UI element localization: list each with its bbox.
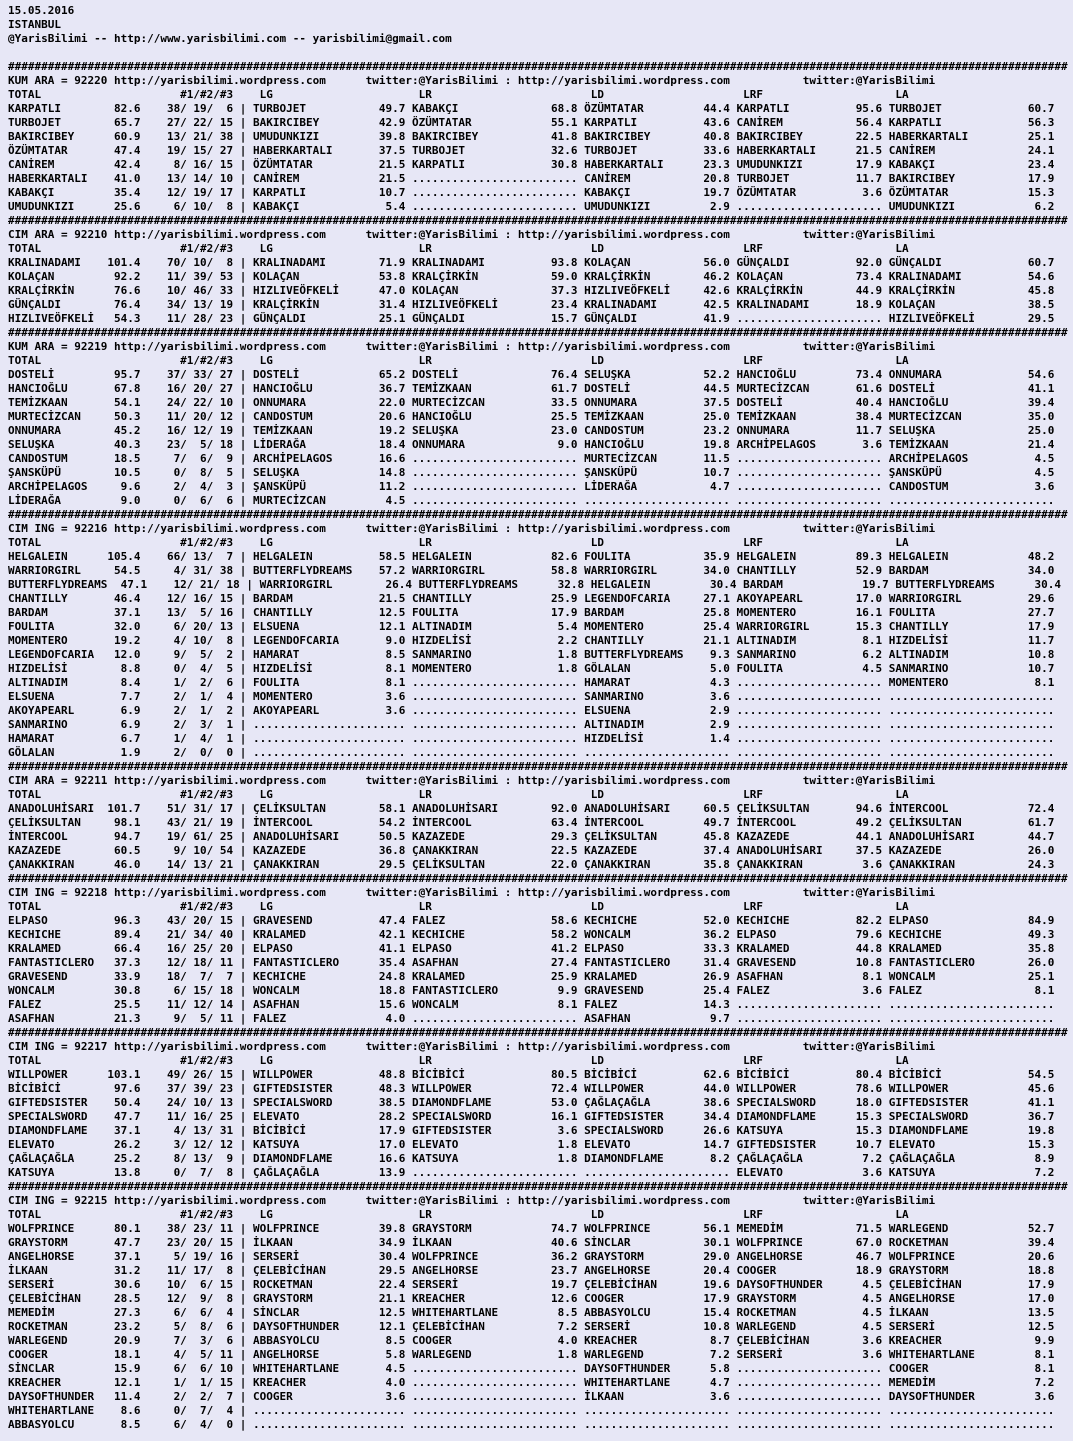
- race-stat-row: UMUDUNKIZI 25.6 6/ 10/ 8 | KABAKÇI 5.4 ......................... UMUDUNKIZI 2.9 ...................... UMUDUNKIZI 6.2: [8, 200, 1055, 213]
- race-stat-row: MOMENTERO 19.2 4/ 10/ 8 | LEGENDOFCARIA 9.0 HIZDELİSİ 2.2 CHANTILLY 21.1 ALTINADIM 8.1 HIZDELİSİ 11.7: [8, 634, 1055, 647]
- race-stat-row: İNTERCOOL 94.7 19/ 61/ 25 | ANADOLUHİSARI 50.5 KAZAZEDE 29.3 ÇELİKSULTAN 45.8 KAZAZEDE 44.1 ANADOLUHİSARI 44.7: [8, 830, 1055, 843]
- race-stat-row: ARCHİPELAGOS 9.6 2/ 4/ 3 | ŞANSKÜPÜ 11.2 ......................... LİDERAĞA 4.7 ...................... CANDOSTUM 3.6: [8, 480, 1055, 493]
- race-stat-row: ŞANSKÜPÜ 10.5 0/ 8/ 5 | SELUŞKA 14.8 ......................... ŞANSKÜPÜ 10.7 ...................... ŞANSKÜPÜ 4.5: [8, 466, 1055, 479]
- race-stat-row: WONCALM 30.8 6/ 15/ 18 | WONCALM 18.8 FANTASTICLERO 9.9 GRAVESEND 25.4 FALEZ 3.6 FALEZ 8.1: [8, 984, 1055, 997]
- table-column-header: TOTAL #1/#2/#3 LG LR LD LRF LA: [8, 788, 909, 801]
- race-stat-row: ÇANAKKIRAN 46.0 14/ 13/ 21 | ÇANAKKIRAN 29.5 ÇELİKSULTAN 22.0 ÇANAKKIRAN 35.8 ÇANAKKIRAN 3.6 ÇANAKKIRAN 24.3: [8, 858, 1055, 871]
- race-stat-row: CANDOSTUM 18.5 7/ 6/ 9 | ARCHİPELAGOS 16.6 ......................... MURTECİZCAN 11.5 ...................... ARCHİPELAGOS 4.5: [8, 452, 1055, 465]
- table-column-header: TOTAL #1/#2/#3 LG LR LD LRF LA: [8, 1208, 909, 1221]
- section-title: CIM ARA = 92211 http://yarisbilimi.wordpress.com twitter:@YarisBilimi : http://yarisbilimi.wordpress.com twitter:@YarisBilimi: [8, 774, 936, 787]
- race-stat-row: WILLPOWER 103.1 49/ 26/ 15 | WILLPOWER 48.8 BİCİBİCİ 80.5 BİCİBİCİ 62.6 BİCİBİCİ 80.4 BİCİBİCİ 54.5: [8, 1068, 1055, 1081]
- table-column-header: TOTAL #1/#2/#3 LG LR LD LRF LA: [8, 242, 909, 255]
- section-title: KUM ARA = 92220 http://yarisbilimi.wordpress.com twitter:@YarisBilimi : http://yarisbilimi.wordpress.com twitter:@YarisBilimi: [8, 74, 936, 87]
- race-stat-row: KREACHER 12.1 1/ 1/ 15 | KREACHER 4.0 ......................... WHITEHARTLANE 4.7 ...................... MEMEDİM 7.2: [8, 1376, 1055, 1389]
- race-stat-row: HIZDELİSİ 8.8 0/ 4/ 5 | HIZDELİSİ 8.1 MOMENTERO 1.8 GÖLALAN 5.0 FOULITA 4.5 SANMARINO 10.7: [8, 662, 1055, 675]
- race-stat-row: KRALINADAMI 101.4 70/ 10/ 8 | KRALINADAMI 71.9 KRALINADAMI 93.8 KOLAÇAN 56.0 GÜNÇALDI 92.0 GÜNÇALDI 60.7: [8, 256, 1055, 269]
- race-stat-row: BUTTERFLYDREAMS 47.1 12/ 21/ 18 | WARRIORGIRL 26.4 BUTTERFLYDREAMS 32.8 HELGALEIN 30.4 BARDAM 19.7 BUTTERFLYDREAMS 30.4: [8, 578, 1061, 591]
- race-stat-row: ELEVATO 26.2 3/ 12/ 12 | KATSUYA 17.0 ELEVATO 1.8 ELEVATO 14.7 GIFTEDSISTER 10.7 ELEVATO 15.3: [8, 1138, 1055, 1151]
- report-date-line: 15.05.2016: [8, 4, 75, 17]
- race-stat-row: LİDERAĞA 9.0 0/ 6/ 6 | MURTECİZCAN 4.5 ......................... ...................... ...................... .........................: [8, 494, 1055, 507]
- section-title: KUM ARA = 92219 http://yarisbilimi.wordpress.com twitter:@YarisBilimi : http://yarisbilimi.wordpress.com twitter:@YarisBilimi: [8, 340, 936, 353]
- race-stat-row: SERSERİ 30.6 10/ 6/ 15 | ROCKETMAN 22.4 SERSERİ 19.7 ÇELEBİCİHAN 19.6 DAYSOFTHUNDER 4.5 ÇELEBİCİHAN 17.9: [8, 1278, 1055, 1291]
- race-stat-row: ÖZÜMTATAR 47.4 19/ 15/ 27 | HABERKARTALI 37.5 TURBOJET 32.6 TURBOJET 33.6 HABERKARTALI 21.5 CANİREM 24.1: [8, 144, 1055, 157]
- race-stat-row: SPECIALSWORD 47.7 11/ 16/ 25 | ELEVATO 28.2 SPECIALSWORD 16.1 GIFTEDSISTER 34.4 DIAMONDFLAME 15.3 SPECIALSWORD 36.7: [8, 1110, 1055, 1123]
- race-stat-row: ANGELHORSE 37.1 5/ 19/ 16 | SERSERİ 30.4 WOLFPRINCE 36.2 GRAYSTORM 29.0 ANGELHORSE 46.7 WOLFPRINCE 20.6: [8, 1250, 1055, 1263]
- race-stat-row: ANADOLUHİSARI 101.7 51/ 31/ 17 | ÇELİKSULTAN 58.1 ANADOLUHİSARI 92.0 ANADOLUHİSARI 60.5 ÇELİKSULTAN 94.6 İNTERCOOL 72.4: [8, 802, 1055, 815]
- section-separator: ################################################################################################################################################################: [8, 214, 1068, 227]
- race-stat-row: BARDAM 37.1 13/ 5/ 16 | CHANTILLY 12.5 FOULITA 17.9 BARDAM 25.8 MOMENTERO 16.1 FOULITA 27.7: [8, 606, 1055, 619]
- race-stat-row: FALEZ 25.5 11/ 12/ 14 | ASAFHAN 15.6 WONCALM 8.1 FALEZ 14.3 ...................... .........................: [8, 998, 1055, 1011]
- section-separator: ################################################################################################################################################################: [8, 1180, 1068, 1193]
- race-stat-row: LEGENDOFCARIA 12.0 9/ 5/ 2 | HAMARAT 8.5 SANMARINO 1.8 BUTTERFLYDREAMS 9.3 SANMARINO 6.2 ALTINADIM 10.8: [8, 648, 1055, 661]
- section-title: CIM ING = 92218 http://yarisbilimi.wordpress.com twitter:@YarisBilimi : http://yarisbilimi.wordpress.com twitter:@YarisBilimi: [8, 886, 936, 899]
- race-stat-row: GÜNÇALDI 76.4 34/ 13/ 19 | KRALÇİRKİN 31.4 HIZLIVEÖFKELİ 23.4 KRALINADAMI 42.5 KRALINADAMI 18.9 KOLAÇAN 38.5: [8, 298, 1055, 311]
- section-title: CIM ING = 92215 http://yarisbilimi.wordpress.com twitter:@YarisBilimi : http://yarisbilimi.wordpress.com twitter:@YarisBilimi: [8, 1194, 936, 1207]
- section-separator: ################################################################################################################################################################: [8, 1026, 1068, 1039]
- table-column-header: TOTAL #1/#2/#3 LG LR LD LRF LA: [8, 88, 909, 101]
- race-stat-row: ONNUMARA 45.2 16/ 12/ 19 | TEMİZKAAN 19.2 SELUŞKA 23.0 CANDOSTUM 23.2 ONNUMARA 11.7 SELUŞKA 25.0: [8, 424, 1055, 437]
- race-stat-row: WHITEHARTLANE 8.6 0/ 7/ 4 | ....................... ......................... ...................... ...................... .........................: [8, 1404, 1055, 1417]
- race-stat-row: ELSUENA 7.7 2/ 1/ 4 | MOMENTERO 3.6 ......................... SANMARINO 3.6 ...................... .........................: [8, 690, 1055, 703]
- race-stat-row: CHANTILLY 46.4 12/ 16/ 15 | BARDAM 21.5 CHANTILLY 25.9 LEGENDOFCARIA 27.1 AKOYAPEARL 17.0 WARRIORGIRL 29.6: [8, 592, 1055, 605]
- race-stat-row: BAKIRCIBEY 60.9 13/ 21/ 38 | UMUDUNKIZI 39.8 BAKIRCIBEY 41.8 BAKIRCIBEY 40.8 BAKIRCIBEY 22.5 HABERKARTALI 25.1: [8, 130, 1055, 143]
- race-stat-row: ÇAĞLAÇAĞLA 25.2 8/ 13/ 9 | DIAMONDFLAME 16.6 KATSUYA 1.8 DIAMONDFLAME 8.2 ÇAĞLAÇAĞLA 7.2 ÇAĞLAÇAĞLA 8.9: [8, 1152, 1055, 1165]
- race-stat-row: KAZAZEDE 60.5 9/ 10/ 54 | KAZAZEDE 36.8 ÇANAKKIRAN 22.5 KAZAZEDE 37.4 ANADOLUHİSARI 37.5 KAZAZEDE 26.0: [8, 844, 1055, 857]
- race-stat-row: KATSUYA 13.8 0/ 7/ 8 | ÇAĞLAÇAĞLA 13.9 ......................... ...................... ELEVATO 3.6 KATSUYA 7.2: [8, 1166, 1055, 1179]
- race-stat-row: SİNCLAR 15.9 6/ 6/ 10 | WHITEHARTLANE 4.5 ......................... DAYSOFTHUNDER 5.8 ...................... COOGER 8.1: [8, 1362, 1055, 1375]
- section-separator: ################################################################################################################################################################: [8, 326, 1068, 339]
- race-stat-row: ABBASYOLCU 8.5 6/ 4/ 0 | ....................... ......................... ...................... ...................... .........................: [8, 1418, 1055, 1431]
- section-separator: ################################################################################################################################################################: [8, 760, 1068, 773]
- race-stat-row: HIZLIVEÖFKELİ 54.3 11/ 28/ 23 | GÜNÇALDI 25.1 GÜNÇALDI 15.7 GÜNÇALDI 41.9 ...................... HIZLIVEÖFKELİ 29.5: [8, 312, 1055, 325]
- race-stat-row: WOLFPRINCE 80.1 38/ 23/ 11 | WOLFPRINCE 39.8 GRAYSTORM 74.7 WOLFPRINCE 56.1 MEMEDİM 71.5 WARLEGEND 52.7: [8, 1222, 1055, 1235]
- race-stat-row: ASAFHAN 21.3 9/ 5/ 11 | FALEZ 4.0 ......................... ASAFHAN 9.7 ...................... .........................: [8, 1012, 1055, 1025]
- section-title: CIM ING = 92217 http://yarisbilimi.wordpress.com twitter:@YarisBilimi : http://yarisbilimi.wordpress.com twitter:@YarisBilimi: [8, 1040, 936, 1053]
- race-stat-row: KARPATLI 82.6 38/ 19/ 6 | TURBOJET 49.7 KABAKÇI 68.8 ÖZÜMTATAR 44.4 KARPATLI 95.6 TURBOJET 60.7: [8, 102, 1055, 115]
- race-stat-row: COOGER 18.1 4/ 5/ 11 | ANGELHORSE 5.8 WARLEGEND 1.8 WARLEGEND 7.2 SERSERİ 3.6 WHITEHARTLANE 8.1: [8, 1348, 1055, 1361]
- race-stat-row: SANMARINO 6.9 2/ 3/ 1 | ....................... ......................... ALTINADIM 2.9 ...................... .........................: [8, 718, 1055, 731]
- race-stat-row: CANİREM 42.4 8/ 16/ 15 | ÖZÜMTATAR 21.5 KARPATLI 30.8 HABERKARTALI 23.3 UMUDUNKIZI 17.9 KABAKÇI 23.4: [8, 158, 1055, 171]
- race-stat-row: ELPASO 96.3 43/ 20/ 15 | GRAVESEND 47.4 FALEZ 58.6 KECHICHE 52.0 KECHICHE 82.2 ELPASO 84.9: [8, 914, 1055, 927]
- race-stat-row: TURBOJET 65.7 27/ 22/ 15 | BAKIRCIBEY 42.9 ÖZÜMTATAR 55.1 KARPATLI 43.6 CANİREM 56.4 KARPATLI 56.3: [8, 116, 1055, 129]
- race-stat-row: ÇELİKSULTAN 98.1 43/ 21/ 19 | İNTERCOOL 54.2 İNTERCOOL 63.4 İNTERCOOL 49.7 İNTERCOOL 49.2 ÇELİKSULTAN 61.7: [8, 816, 1055, 829]
- race-stat-row: KECHICHE 89.4 21/ 34/ 40 | KRALAMED 42.1 KECHICHE 58.2 WONCALM 36.2 ELPASO 79.6 KECHICHE 49.3: [8, 928, 1055, 941]
- race-stat-row: GRAYSTORM 47.7 23/ 20/ 15 | İLKAAN 34.9 İLKAAN 40.6 SİNCLAR 30.1 WOLFPRINCE 67.0 ROCKETMAN 39.4: [8, 1236, 1055, 1249]
- race-stat-row: MEMEDİM 27.3 6/ 6/ 4 | SİNCLAR 12.5 WHITEHARTLANE 8.5 ABBASYOLCU 15.4 ROCKETMAN 4.5 İLKAAN 13.5: [8, 1306, 1055, 1319]
- race-stat-row: DAYSOFTHUNDER 11.4 2/ 2/ 7 | COOGER 3.6 ......................... İLKAAN 3.6 ...................... DAYSOFTHUNDER 3.6: [8, 1390, 1055, 1403]
- table-column-header: TOTAL #1/#2/#3 LG LR LD LRF LA: [8, 536, 909, 549]
- race-stat-row: SELUŞKA 40.3 23/ 5/ 18 | LİDERAĞA 18.4 ONNUMARA 9.0 HANCIOĞLU 19.8 ARCHİPELAGOS 3.6 TEMİZKAAN 21.4: [8, 438, 1055, 451]
- race-stat-row: HAMARAT 6.7 1/ 4/ 1 | ....................... ......................... HIZDELİSİ 1.4 ...................... .........................: [8, 732, 1055, 745]
- race-stat-row: GRAVESEND 33.9 18/ 7/ 7 | KECHICHE 24.8 KRALAMED 25.9 KRALAMED 26.9 ASAFHAN 8.1 WONCALM 25.1: [8, 970, 1055, 983]
- race-sections: [8, 60, 1073, 1432]
- race-stat-row: AKOYAPEARL 6.9 2/ 1/ 2 | AKOYAPEARL 3.6 ......................... ELSUENA 2.9 ...................... .........................: [8, 704, 1055, 717]
- race-stat-row: MURTECİZCAN 50.3 11/ 20/ 12 | CANDOSTUM 20.6 HANCIOĞLU 25.5 TEMİZKAAN 25.0 TEMİZKAAN 38.4 MURTECİZCAN 35.0: [8, 410, 1055, 423]
- table-column-header: TOTAL #1/#2/#3 LG LR LD LRF LA: [8, 900, 909, 913]
- section-separator: ################################################################################################################################################################: [8, 60, 1068, 73]
- race-stat-row: BİCİBİCİ 97.6 37/ 39/ 23 | GIFTEDSISTER 48.3 WILLPOWER 72.4 WILLPOWER 44.0 WILLPOWER 78.6 WILLPOWER 45.6: [8, 1082, 1055, 1095]
- race-stat-row: TEMİZKAAN 54.1 24/ 22/ 10 | ONNUMARA 22.0 MURTECİZCAN 33.5 ONNUMARA 37.5 DOSTELİ 40.4 HANCIOĞLU 39.4: [8, 396, 1055, 409]
- race-stat-row: KABAKÇI 35.4 12/ 19/ 17 | KARPATLI 10.7 ......................... KABAKÇI 19.7 ÖZÜMTATAR 3.6 ÖZÜMTATAR 15.3: [8, 186, 1055, 199]
- race-stat-row: FOULITA 32.0 6/ 20/ 13 | ELSUENA 12.1 ALTINADIM 5.4 MOMENTERO 25.4 WARRIORGIRL 15.3 CHANTILLY 17.9: [8, 620, 1055, 633]
- section-title: CIM ING = 92216 http://yarisbilimi.wordpress.com twitter:@YarisBilimi : http://yarisbilimi.wordpress.com twitter:@YarisBilimi: [8, 522, 936, 535]
- race-stat-row: DOSTELİ 95.7 37/ 33/ 27 | DOSTELİ 65.2 DOSTELİ 76.4 SELUŞKA 52.2 HANCIOĞLU 73.4 ONNUMARA 54.6: [8, 368, 1055, 381]
- table-column-header: TOTAL #1/#2/#3 LG LR LD LRF LA: [8, 354, 909, 367]
- race-stat-row: İLKAAN 31.2 11/ 17/ 8 | ÇELEBİCİHAN 29.5 ANGELHORSE 23.7 ANGELHORSE 20.4 COOGER 18.9 GRAYSTORM 18.8: [8, 1264, 1055, 1277]
- race-stat-row: KOLAÇAN 92.2 11/ 39/ 53 | KOLAÇAN 53.8 KRALÇİRKİN 59.0 KRALÇİRKİN 46.2 KOLAÇAN 73.4 KRALINADAMI 54.6: [8, 270, 1055, 283]
- section-separator: ################################################################################################################################################################: [8, 872, 1068, 885]
- race-stat-row: HELGALEIN 105.4 66/ 13/ 7 | HELGALEIN 58.5 HELGALEIN 82.6 FOULITA 35.9 HELGALEIN 89.3 HELGALEIN 48.2: [8, 550, 1055, 563]
- section-separator: ################################################################################################################################################################: [8, 508, 1068, 521]
- race-stat-row: FANTASTICLERO 37.3 12/ 18/ 11 | FANTASTICLERO 35.4 ASAFHAN 27.4 FANTASTICLERO 31.4 GRAVESEND 10.8 FANTASTICLERO 26.0: [8, 956, 1055, 969]
- race-stat-row: KRALÇİRKİN 76.6 10/ 46/ 33 | HIZLIVEÖFKELİ 47.0 KOLAÇAN 37.3 HIZLIVEÖFKELİ 42.6 KRALÇİRKİN 44.9 KRALÇİRKİN 45.8: [8, 284, 1055, 297]
- report-location-line: ISTANBUL: [8, 18, 61, 31]
- race-stat-row: WARLEGEND 20.9 7/ 3/ 6 | ABBASYOLCU 8.5 COOGER 4.0 KREACHER 8.7 ÇELEBİCİHAN 3.6 KREACHER 9.9: [8, 1334, 1055, 1347]
- race-stat-row: DIAMONDFLAME 37.1 4/ 13/ 31 | BİCİBİCİ 17.9 GIFTEDSISTER 3.6 SPECIALSWORD 26.6 KATSUYA 15.3 DIAMONDFLAME 19.8: [8, 1124, 1055, 1137]
- section-title: CIM ARA = 92210 http://yarisbilimi.wordpress.com twitter:@YarisBilimi : http://yarisbilimi.wordpress.com twitter:@YarisBilimi: [8, 228, 936, 241]
- table-column-header: TOTAL #1/#2/#3 LG LR LD LRF LA: [8, 1054, 909, 1067]
- race-stat-row: ÇELEBİCİHAN 28.5 12/ 9/ 8 | GRAYSTORM 21.1 KREACHER 12.6 COOGER 17.9 GRAYSTORM 4.5 ANGELHORSE 17.0: [8, 1292, 1055, 1305]
- race-stat-row: WARRIORGIRL 54.5 4/ 31/ 38 | BUTTERFLYDREAMS 57.2 WARRIORGIRL 58.8 WARRIORGIRL 34.0 CHANTILLY 52.9 BARDAM 34.0: [8, 564, 1055, 577]
- race-stat-row: HANCIOĞLU 67.8 16/ 20/ 27 | HANCIOĞLU 36.7 TEMİZKAAN 61.7 DOSTELİ 44.5 MURTECİZCAN 61.6 DOSTELİ 41.1: [8, 382, 1055, 395]
- race-stat-row: GÖLALAN 1.9 2/ 0/ 0 | ....................... ......................... ...................... ...................... .........................: [8, 746, 1055, 759]
- race-stat-row: ROCKETMAN 23.2 5/ 8/ 6 | DAYSOFTHUNDER 12.1 ÇELEBİCİHAN 7.2 SERSERİ 10.8 WARLEGEND 4.5 SERSERİ 12.5: [8, 1320, 1055, 1333]
- race-stat-row: HABERKARTALI 41.0 13/ 14/ 10 | CANİREM 21.5 ......................... CANİREM 20.8 TURBOJET 11.7 BAKIRCIBEY 17.9: [8, 172, 1055, 185]
- race-stat-row: KRALAMED 66.4 16/ 25/ 20 | ELPASO 41.1 ELPASO 41.2 ELPASO 33.3 KRALAMED 44.8 KRALAMED 35.8: [8, 942, 1055, 955]
- race-stat-row: GIFTEDSISTER 50.4 24/ 10/ 13 | SPECIALSWORD 38.5 DIAMONDFLAME 53.0 ÇAĞLAÇAĞLA 38.6 SPECIALSWORD 18.0 GIFTEDSISTER 41.1: [8, 1096, 1055, 1109]
- race-stat-row: ALTINADIM 8.4 1/ 2/ 6 | FOULITA 8.1 ......................... HAMARAT 4.3 ...................... MOMENTERO 8.1: [8, 676, 1055, 689]
- spacer-line: [8, 46, 1073, 60]
- report-contact-line: @YarisBilimi -- http://www.yarisbilimi.com -- yarisbilimi@gmail.com: [8, 32, 452, 45]
